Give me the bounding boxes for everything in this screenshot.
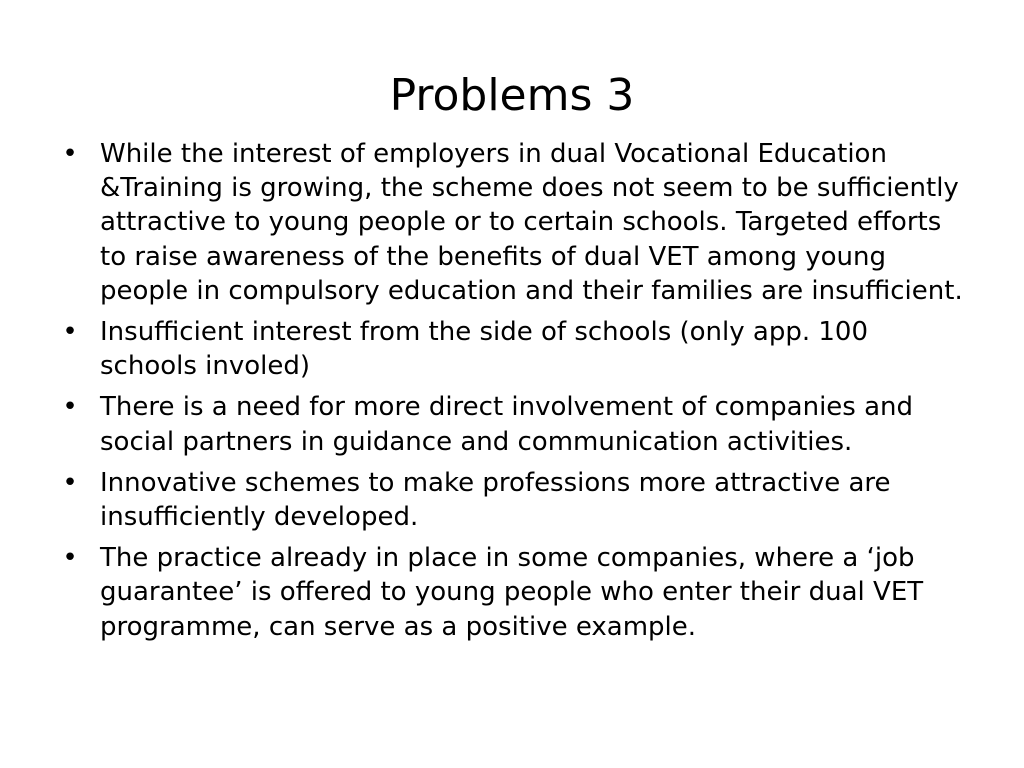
bullet-item	[62, 466, 970, 534]
bullet-icon: •	[62, 467, 78, 498]
bullet-text: The practice already in place in some companies, where a ‘job guarantee’ is offered to young people who enter their dual VET programme, can serve as a positive example.	[100, 543, 924, 642]
bullet-text: While the interest of employers in dual Vocational Education &Training is growing, the scheme does not seem to be sufficiently attractive to young people or to certain schools. Targeted efforts to raise awareness of the benefits of dual VET among young people in compulsory education and their families are insufficient.	[100, 139, 963, 306]
bullet-icon: •	[62, 543, 78, 574]
slide-title: Problems 3	[389, 70, 635, 121]
bullet-icon: •	[62, 392, 78, 423]
bullet-text: Innovative schemes to make professions more attractive are insufficiently developed.	[100, 467, 891, 533]
bullet-icon: •	[62, 317, 78, 348]
bullet-icon: •	[62, 139, 78, 169]
bullet-item	[62, 541, 970, 644]
bullet-item	[62, 390, 970, 458]
bullet-text: There is a need for more direct involvement of companies and social partners in guidance and communication activities.	[100, 392, 914, 457]
bullet-item	[62, 137, 970, 308]
bullet-list	[62, 137, 970, 651]
bullet-item	[62, 315, 970, 383]
bullet-text: Insufficient interest from the side of schools (only app. 100 schools involed)	[100, 317, 869, 382]
